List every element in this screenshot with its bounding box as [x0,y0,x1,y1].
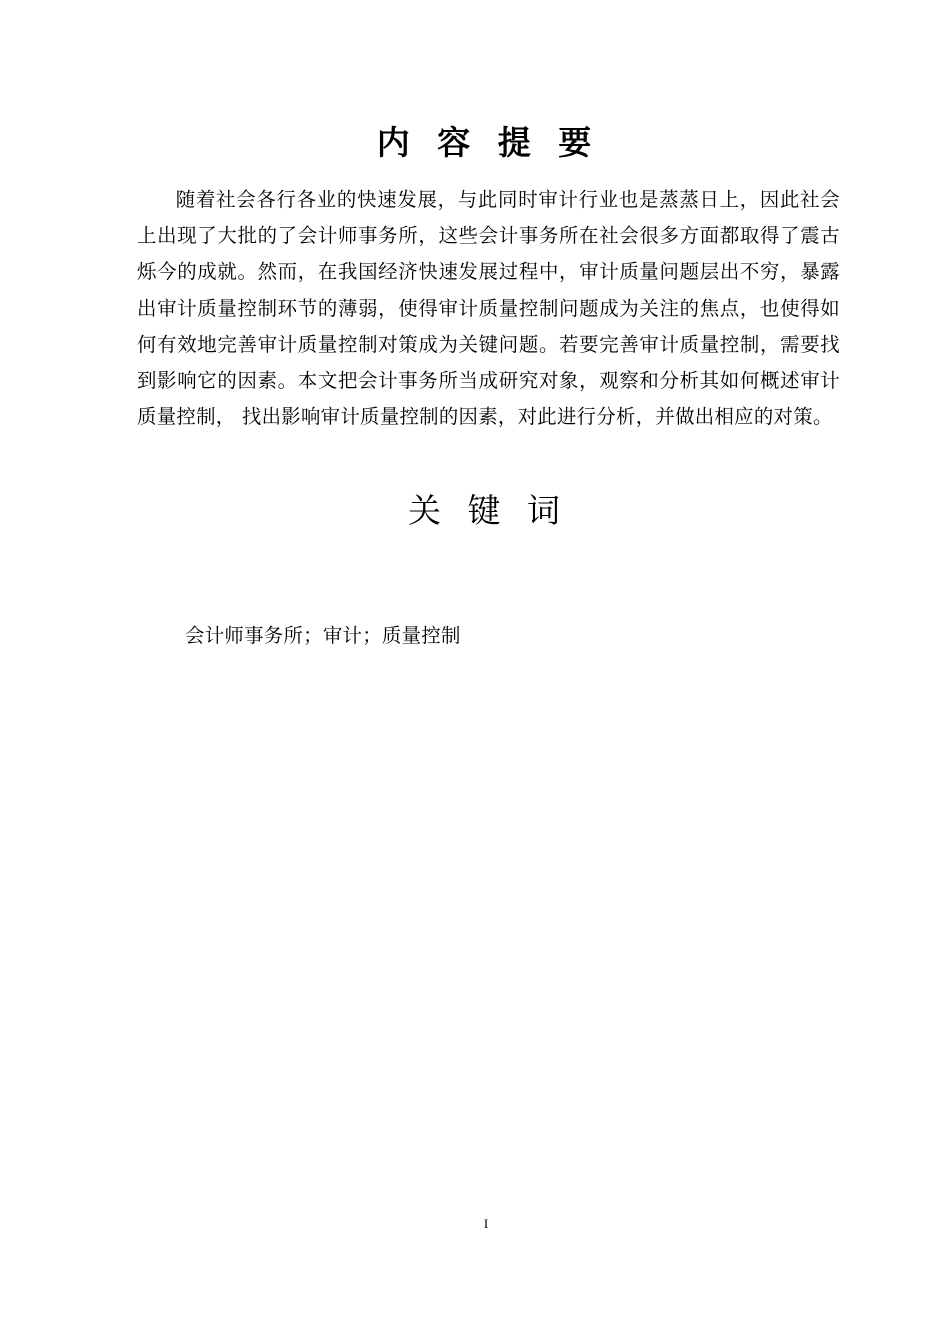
keywords-list: 会计师事务所；审计；质量控制 [185,624,461,647]
page-number: I [483,1216,489,1231]
abstract-heading: 内 容 提 要 [376,123,600,162]
abstract-paragraph: 随着社会各行各业的快速发展，与此同时审计行业也是蒸蒸日上，因此社会上出现了大批的了会计师事务所，这些会计事务所在社会很多方面都取得了震古烁今的成就。然而，在我国经济快速发展过程中，审计质量问题层出不穷，暴露出审计质量控制环节的薄弱，使得审计质量控制问题成为关注的焦点，也使得如何有效地完善审计质量控制对策成为关键问题。若要完善审计质量控制，需要找到影响它的因素。本文把会计事务所当成研究对象，观察和分析其如何概述审计质量控制， 找出影响审计质量控制的因素，对此进行分析，并做出相应的对策。 [137,188,840,429]
keywords-heading: 关 键 词 [408,491,568,530]
